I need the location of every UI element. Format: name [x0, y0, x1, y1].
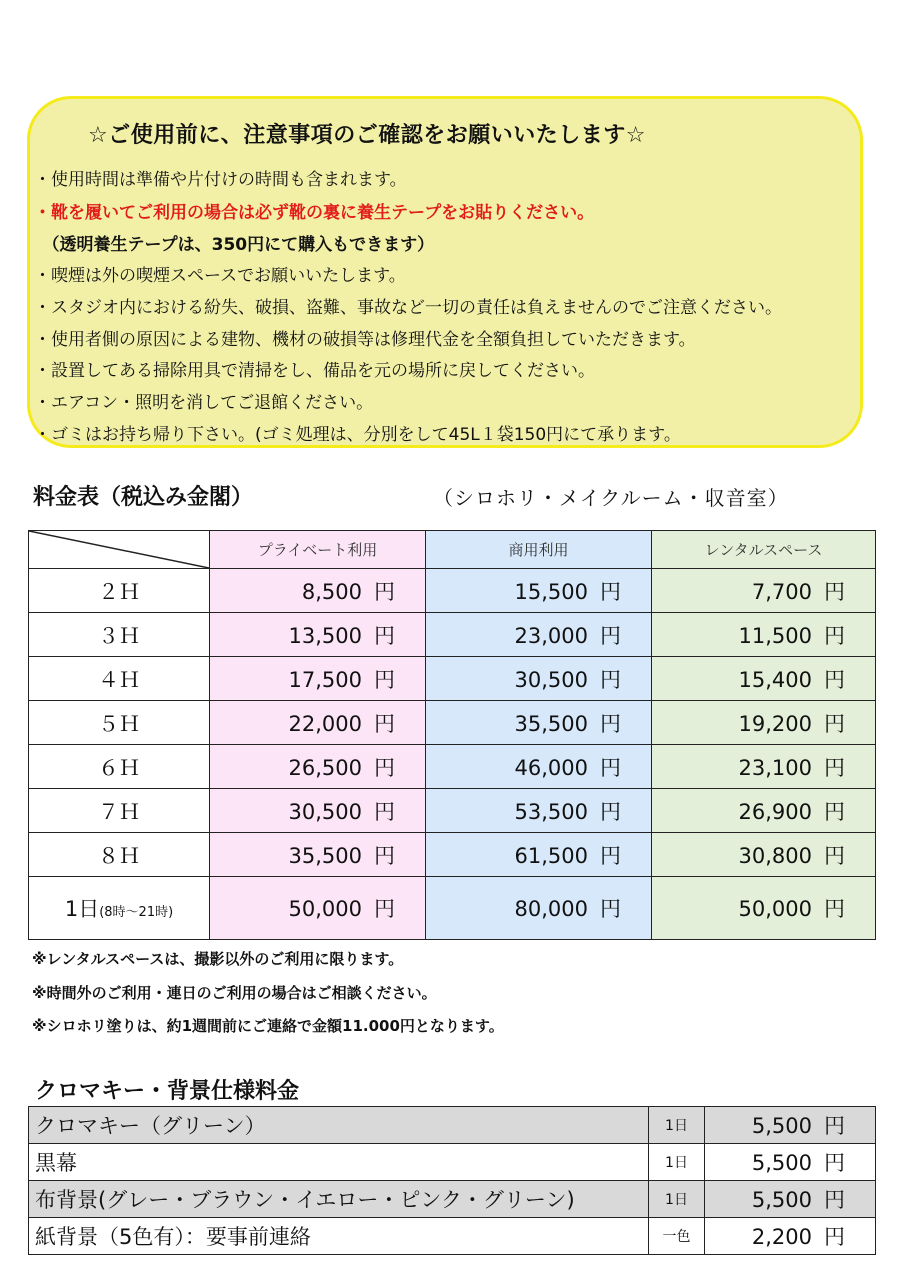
price-value: 11,500 [738, 623, 812, 648]
yen-unit: 円 [824, 579, 845, 604]
duration-label-cell [29, 701, 210, 745]
notice-line: ・使用時間は準備や片付けの時間も含まれます。 [34, 170, 407, 190]
price-cell-commercial [426, 701, 652, 745]
price-cell-rental [652, 569, 876, 613]
background-price-cell [705, 1144, 876, 1181]
background-table-title: クロマキー・背景仕様料金 [35, 1079, 300, 1104]
yen-unit: 円 [824, 1151, 845, 1175]
yen-unit: 円 [824, 1114, 845, 1138]
duration-label: ６Ｈ [98, 755, 140, 780]
header-commercial: 商用利用 [426, 531, 652, 569]
price-row [29, 789, 876, 833]
price-cell-commercial [426, 613, 652, 657]
header-corner-cell [29, 531, 210, 569]
price-value: 23,100 [738, 755, 812, 780]
duration-label-cell [29, 745, 210, 789]
notice-line: ・スタジオ内における紛失、破損、盗難、事故など一切の責任は負えませんのでご注意ください。 [34, 298, 782, 318]
duration-note: (8時〜21時) [99, 905, 174, 920]
price-cell-rental [652, 745, 876, 789]
price-value: 30,500 [514, 667, 588, 692]
price-cell-commercial [426, 877, 652, 940]
price-cell-private [210, 613, 426, 657]
price-row [29, 745, 876, 789]
price-table-subtitle: （シロホリ・メイクルーム・収音室） [433, 486, 789, 510]
price-table-title: 料金表（税込み金閣） [33, 485, 254, 510]
duration-label-cell [29, 613, 210, 657]
duration-label: ２Ｈ [98, 579, 140, 604]
notice-line: ・ゴミはお持ち帰り下さい。(ゴミ処理は、分別をして45L１袋150円にて承ります。 [34, 425, 681, 445]
price-value: 80,000 [514, 897, 588, 921]
price-row [29, 833, 876, 877]
price-value: 35,500 [288, 843, 362, 868]
price-cell-private [210, 657, 426, 701]
price-cell-commercial [426, 745, 652, 789]
duration-label: ４Ｈ [98, 667, 140, 692]
yen-unit: 円 [824, 1188, 845, 1212]
notice-line: ・エアコン・照明を消してご退館ください。 [34, 393, 374, 413]
duration-label: 1日 [64, 897, 100, 921]
background-price-table [28, 1106, 876, 1255]
price-value: 35,500 [514, 711, 588, 736]
price-cell-commercial [426, 657, 652, 701]
price-cell-commercial [426, 789, 652, 833]
price-cell-private [210, 877, 426, 940]
price-value: 5,500 [751, 1188, 812, 1212]
duration-label: ７Ｈ [98, 799, 140, 824]
background-price-cell [705, 1218, 876, 1255]
price-cell-private [210, 745, 426, 789]
yen-unit: 円 [374, 755, 395, 780]
duration-label-cell [29, 833, 210, 877]
price-value: 30,500 [288, 799, 362, 824]
price-row-day [29, 877, 876, 940]
yen-unit: 円 [824, 1225, 845, 1249]
background-name: 布背景(グレー・ブラウン・イエロー・ピンク・グリーン) [29, 1181, 649, 1218]
notice-title: ☆ご使用前に、注意事項のご確認をお願いいたします☆ [88, 123, 646, 148]
header-private: プライベート利用 [210, 531, 426, 569]
price-cell-private [210, 701, 426, 745]
background-unit: 1日 [649, 1107, 705, 1144]
price-value: 13,500 [288, 623, 362, 648]
duration-label-cell [29, 569, 210, 613]
yen-unit: 円 [824, 755, 845, 780]
yen-unit: 円 [600, 755, 621, 780]
yen-unit: 円 [600, 667, 621, 692]
price-cell-rental [652, 877, 876, 940]
yen-unit: 円 [600, 897, 621, 921]
price-cell-rental [652, 789, 876, 833]
background-price-cell [705, 1181, 876, 1218]
price-value: 5,500 [751, 1151, 812, 1175]
price-cell-private [210, 789, 426, 833]
price-value: 7,700 [751, 579, 812, 604]
notice-line: ・喫煙は外の喫煙スペースでお願いいたします。 [34, 266, 406, 286]
yen-unit: 円 [824, 897, 845, 921]
notice-line: （透明養生テープは、350円にて購入もできます） [34, 235, 435, 255]
price-value: 15,500 [514, 579, 588, 604]
price-row [29, 613, 876, 657]
duration-label-cell [29, 657, 210, 701]
background-row [29, 1107, 876, 1144]
price-cell-commercial [426, 569, 652, 613]
duration-label-cell [29, 877, 210, 940]
price-table [28, 530, 876, 940]
price-table-header-row [29, 531, 876, 569]
price-row [29, 701, 876, 745]
price-cell-private [210, 833, 426, 877]
price-value: 15,400 [738, 667, 812, 692]
price-value: 5,500 [751, 1114, 812, 1138]
background-name: 紙背景（5色有）：要事前連絡 [29, 1218, 649, 1255]
price-cell-rental [652, 613, 876, 657]
yen-unit: 円 [374, 623, 395, 648]
background-row [29, 1218, 876, 1255]
price-value: 19,200 [738, 711, 812, 736]
price-value: 22,000 [288, 711, 362, 736]
yen-unit: 円 [600, 579, 621, 604]
price-value: 30,800 [738, 843, 812, 868]
price-value: 50,000 [738, 897, 812, 921]
yen-unit: 円 [374, 711, 395, 736]
background-unit: 1日 [649, 1181, 705, 1218]
background-price-cell [705, 1107, 876, 1144]
duration-label-cell [29, 789, 210, 833]
price-cell-rental [652, 657, 876, 701]
yen-unit: 円 [374, 897, 395, 921]
yen-unit: 円 [600, 799, 621, 824]
yen-unit: 円 [824, 799, 845, 824]
yen-unit: 円 [600, 711, 621, 736]
background-unit: 1日 [649, 1144, 705, 1181]
price-value: 61,500 [514, 843, 588, 868]
price-cell-private [210, 569, 426, 613]
yen-unit: 円 [374, 843, 395, 868]
duration-label: ３Ｈ [98, 623, 140, 648]
yen-unit: 円 [374, 799, 395, 824]
duration-label: ８Ｈ [98, 843, 140, 868]
price-note: ※レンタルスペースは、撮影以外のご利用に限ります。 [32, 950, 404, 968]
yen-unit: 円 [600, 843, 621, 868]
price-value: 2,200 [751, 1225, 812, 1249]
duration-label: ５Ｈ [98, 711, 140, 736]
notice-line-warning: ・靴を履いてご利用の場合は必ず靴の裏に養生テープをお貼りください。 [34, 203, 595, 223]
price-note: ※シロホリ塗りは、約1週間前にご連絡で金額11.000円となります。 [32, 1017, 504, 1035]
yen-unit: 円 [824, 667, 845, 692]
notice-line: ・設置してある掃除用具で清掃をし、備品を元の場所に戻してください。 [34, 361, 595, 381]
price-row [29, 657, 876, 701]
price-cell-rental [652, 701, 876, 745]
price-note: ※時間外のご利用・連日のご利用の場合はご相談ください。 [32, 984, 437, 1002]
price-row [29, 569, 876, 613]
price-value: 26,500 [288, 755, 362, 780]
price-value: 46,000 [514, 755, 588, 780]
yen-unit: 円 [824, 711, 845, 736]
price-value: 17,500 [288, 667, 362, 692]
yen-unit: 円 [600, 623, 621, 648]
yen-unit: 円 [824, 623, 845, 648]
background-name: 黒幕 [29, 1144, 649, 1181]
price-value: 50,000 [288, 897, 362, 921]
yen-unit: 円 [374, 667, 395, 692]
yen-unit: 円 [824, 843, 845, 868]
price-value: 26,900 [738, 799, 812, 824]
price-cell-commercial [426, 833, 652, 877]
price-cell-rental [652, 833, 876, 877]
yen-unit: 円 [374, 579, 395, 604]
background-name: クロマキー（グリーン） [29, 1107, 649, 1144]
price-value: 53,500 [514, 799, 588, 824]
notice-line: ・使用者側の原因による建物、機材の破損等は修理代金を全額負担していただきます。 [34, 330, 696, 350]
background-row [29, 1144, 876, 1181]
price-value: 8,500 [301, 579, 362, 604]
background-unit: 一色 [649, 1218, 705, 1255]
price-value: 23,000 [514, 623, 588, 648]
header-rental: レンタルスペース [652, 531, 876, 569]
background-row [29, 1181, 876, 1218]
